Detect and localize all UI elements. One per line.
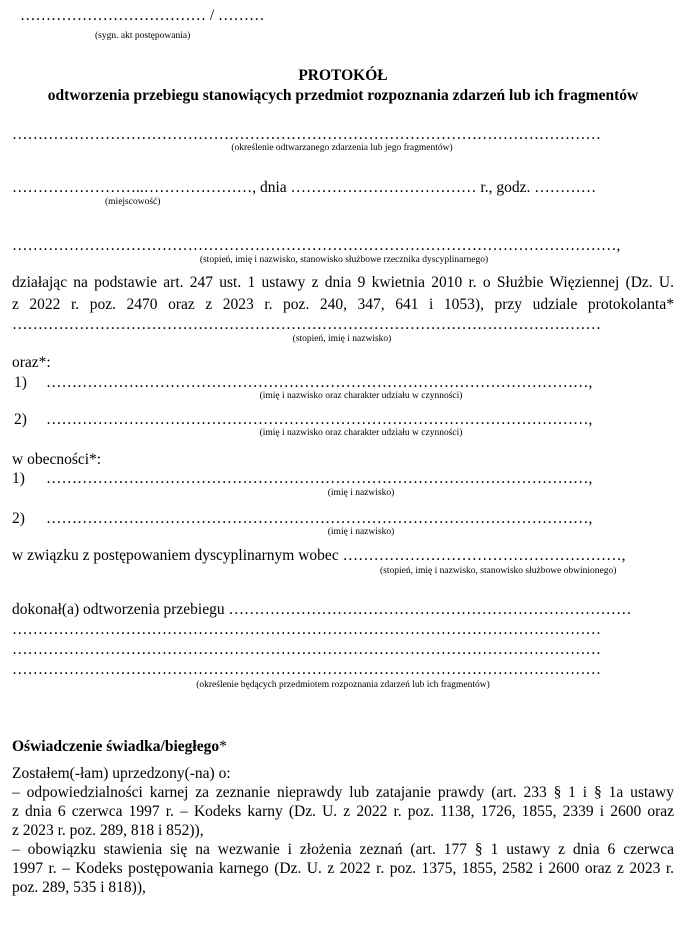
presence-item-1-line: ……………………………………………………………………………………………, xyxy=(46,470,593,487)
witness-intro: Zostałem(-łam) uprzedzony(-na) o: xyxy=(12,765,231,782)
also-item-2-line: ……………………………………………………………………………………………, xyxy=(46,411,593,428)
witness-point-1-line-3: z 2023 r. poz. 289, 818 i 852)), xyxy=(12,822,204,839)
witness-point-1-line-1: – odpowiedzialności karnej za zeznanie nieprawdy lub zatajanie prawdy (art. 233 § 1 i § 1a ustawy xyxy=(12,784,674,801)
witness-point-2-line-1: – obowiązku stawienia się na wezwanie i złożenia zeznań (art. 177 § 1 ustawy z dnia 6 czerwca xyxy=(12,841,674,858)
also-label: oraz*: xyxy=(12,354,51,371)
presence-label: w obecności*: xyxy=(12,451,102,468)
place-date-line: ……………………..…………………, dnia ……………………………… r., godz. ………… xyxy=(12,179,597,196)
performed-caption: (określenie będących przedmiotem rozpoznania zdarzeń lub ich fragmentów) xyxy=(196,680,490,690)
also-item-2-caption: (imię i nazwisko oraz charakter udziału w czynności) xyxy=(259,428,463,438)
witness-heading-asterisk: * xyxy=(219,738,227,755)
witness-heading-text: Oświadczenie świadka/biegłego xyxy=(12,738,220,755)
case-signature-caption: (sygn. akt postępowania) xyxy=(95,31,191,41)
document-title: PROTOKÓŁ xyxy=(298,67,388,84)
spokesperson-line: ………………………………………………………………………………………………………, xyxy=(12,237,621,254)
also-item-1-caption: (imię i nazwisko oraz charakter udziału w czynności) xyxy=(259,391,463,401)
accused-caption: (stopień, imię i nazwisko, stanowisko służbowe obwinionego) xyxy=(380,566,617,576)
also-item-1-line: ……………………………………………………………………………………………, xyxy=(46,374,593,391)
presence-item-1-number: 1) xyxy=(12,470,25,487)
legal-basis-line-2: z 2022 r. poz. 2470 oraz z 2023 r. poz. 240, 347, 641 i 1053), przy udziale protokolanta* xyxy=(12,296,674,313)
performed-line-1: dokonał(a) odtworzenia przebiegu …………………………………………………………………… xyxy=(12,601,632,618)
event-caption: (określenie odtwarzanego zdarzenia lub jego fragmentów) xyxy=(231,143,453,153)
witness-point-1-line-2: z dnia 6 czerwca 1997 r. – Kodeks karny (Dz. U. z 2022 r. poz. 1138, 1726, 1855, 2339 i 2600 oraz xyxy=(12,803,674,820)
recorder-caption: (stopień, imię i nazwisko) xyxy=(292,334,392,344)
event-line: …………………………………………………………………………………………………… xyxy=(12,126,601,143)
place-caption: (miejscowość) xyxy=(105,197,161,207)
also-item-1-number: 1) xyxy=(14,374,27,391)
witness-heading xyxy=(12,737,227,756)
performed-line-3: …………………………………………………………………………………………………… xyxy=(12,641,601,658)
accused-line: w związku z postępowaniem dyscyplinarnym wobec ………………………………………………, xyxy=(12,547,626,564)
presence-item-2-caption: (imię i nazwisko) xyxy=(327,527,395,537)
legal-basis-line-1: działając na podstawie art. 247 ust. 1 ustawy z dnia 9 kwietnia 2010 r. o Służbie Więziennej (Dz. U. xyxy=(12,274,674,291)
performed-line-4: …………………………………………………………………………………………………… xyxy=(12,661,601,678)
witness-point-2-line-2: 1997 r. – Kodeks postępowania karnego (Dz. U. z 2022 r. poz. 1375, 1855, 2582 i 2600 oraz z 2023 r. xyxy=(12,860,674,877)
spokesperson-caption: (stopień, imię i nazwisko, stanowisko służbowe rzecznika dyscyplinarnego) xyxy=(199,255,489,265)
recorder-line: …………………………………………………………………………………………………… xyxy=(12,316,601,333)
witness-point-2-line-3: poz. 289, 535 i 818)), xyxy=(12,879,146,896)
document-subtitle: odtworzenia przebiegu stanowiących przedmiot rozpoznania zdarzeń lub ich fragmentów xyxy=(47,87,639,104)
presence-item-1-caption: (imię i nazwisko) xyxy=(327,488,395,498)
presence-item-2-number: 2) xyxy=(12,510,25,527)
performed-line-2: …………………………………………………………………………………………………… xyxy=(12,621,601,638)
also-item-2-number: 2) xyxy=(14,411,27,428)
case-signature-line: ……………………………… / ……… xyxy=(20,7,265,24)
presence-item-2-line: ……………………………………………………………………………………………, xyxy=(46,510,593,527)
